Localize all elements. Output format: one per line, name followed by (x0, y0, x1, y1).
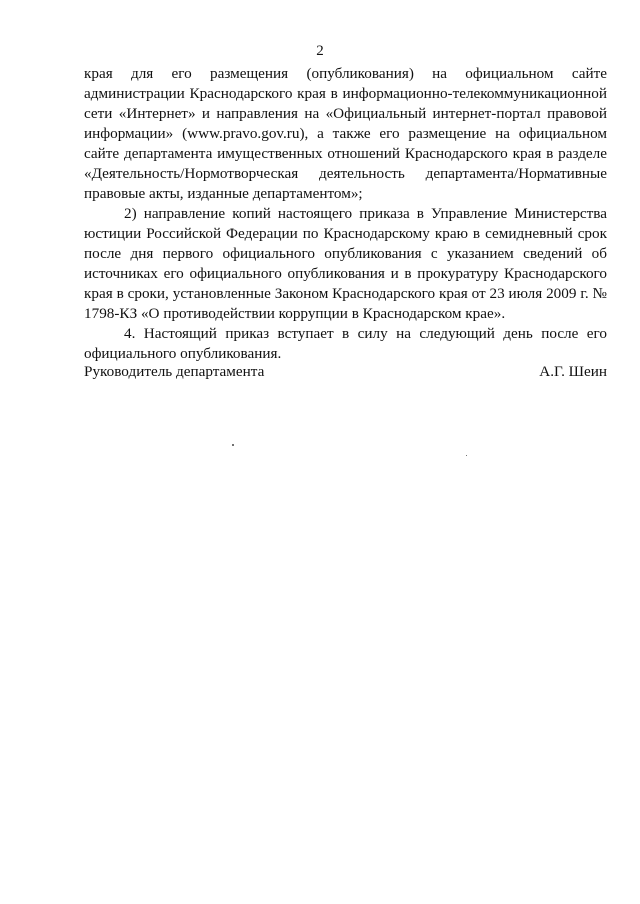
scan-speck (466, 455, 467, 456)
page-number: 2 (316, 43, 324, 59)
signatory-name: А.Г. Шеин (539, 363, 607, 380)
paragraph-item-4: 4. Настоящий приказ вступает в силу на следующий день после его официального опубликования. (84, 325, 607, 362)
signatory-position: Руководитель департамента (84, 363, 265, 380)
paragraph-item-2: 2) направление копий настоящего приказа в Управление Министерства юстиции Российской Федерации по Краснодарскому краю в семидневный срок после дня первого официального опубликования с указанием сведений об источниках его официального опубликования и в прокуратуру Краснодарского края в сроки, установленные Законом Краснодарского края от 23 июля 2009 г. № 1798-КЗ «О противодействии коррупции в Краснодарском крае». (84, 205, 607, 322)
scan-speck (232, 444, 234, 446)
document-body (84, 64, 607, 364)
signature-block (84, 362, 607, 382)
paragraph-continuation: края для его размещения (опубликования) на официальном сайте администрации Краснодарского края в информационно-телекоммуникационной сети «Интернет» и направления на «Официальный интернет-портал правовой информации» (www.pravo.gov.ru), а также его размещение на официальном сайте департамента имущественных отношений Краснодарского края в разделе «Деятельность/Нормотворческая деятельность департамента/Нормативные правовые акты, изданные департаментом»; (84, 65, 607, 202)
